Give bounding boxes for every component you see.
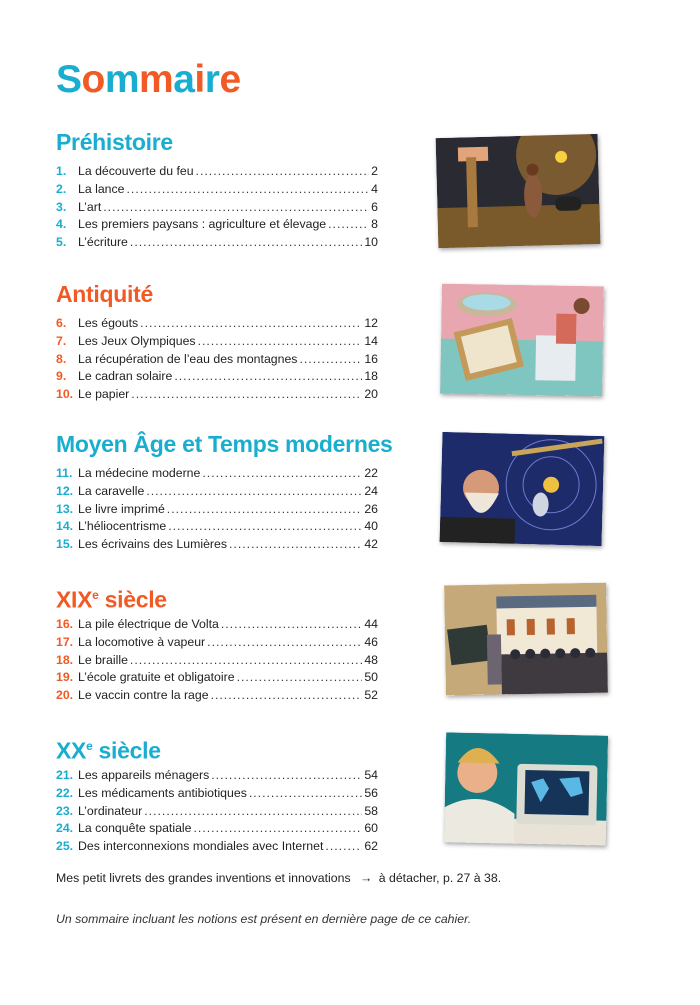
entry-page: 60 <box>364 821 378 836</box>
toc-section <box>56 580 378 705</box>
entry-page: 8 <box>371 217 378 232</box>
entry-label: L’école gratuite et obligatoire <box>78 670 235 685</box>
entry-page: 62 <box>364 839 378 854</box>
fire-illustration <box>436 134 601 248</box>
toc-entry[interactable] <box>56 838 378 856</box>
title-letter: o <box>81 58 105 101</box>
toc-section <box>56 429 393 554</box>
dot-leader <box>198 333 363 351</box>
toc-entry[interactable] <box>56 687 378 705</box>
entry-page: 40 <box>364 519 378 534</box>
entry-number: 13. <box>56 501 74 516</box>
entry-number: 20. <box>56 688 74 703</box>
dot-leader <box>174 368 362 386</box>
entry-label: La caravelle <box>78 483 145 498</box>
section-heading-sup: e <box>92 588 99 602</box>
entry-number: 7. <box>56 333 67 348</box>
entry-label: La locomotive à vapeur <box>78 634 206 649</box>
page-title <box>56 56 241 104</box>
entry-label: Les Jeux Olympiques <box>78 333 196 348</box>
title-letter: m <box>139 58 174 101</box>
entry-number: 6. <box>56 316 67 330</box>
entry-number: 9. <box>56 369 67 384</box>
dot-leader <box>130 234 362 252</box>
dot-leader <box>196 163 370 181</box>
entry-number: 11. <box>56 466 73 480</box>
toc-entry[interactable] <box>56 803 378 821</box>
entry-page: 12 <box>364 316 378 330</box>
dot-leader <box>328 216 369 234</box>
toc-entry[interactable] <box>56 616 378 634</box>
entry-page: 2 <box>371 164 378 178</box>
toc-entry[interactable] <box>56 368 378 386</box>
entry-label: La conquête spatiale <box>78 821 192 836</box>
entry-number: 5. <box>56 235 67 250</box>
entry-label: Le livre imprimé <box>78 501 165 516</box>
dot-leader <box>237 669 363 687</box>
section-heading-text: Antiquité <box>56 281 153 307</box>
entry-page: 16 <box>364 351 378 366</box>
title-letter: i <box>194 58 205 101</box>
toc-entry[interactable] <box>56 536 378 554</box>
entry-label: L’art <box>78 199 102 214</box>
toc-entry[interactable] <box>56 820 378 838</box>
entry-label: Le papier <box>78 387 130 402</box>
entry-page: 10 <box>364 235 378 250</box>
toc-section <box>56 731 378 856</box>
section-heading <box>56 279 378 309</box>
entry-page: 24 <box>364 483 378 498</box>
section-heading-rest: siècle <box>98 586 167 613</box>
entry-page: 42 <box>364 537 378 552</box>
dot-leader <box>299 351 362 369</box>
entry-number: 4. <box>56 217 67 232</box>
booklets-text: Mes petit livrets des grandes inventions et innovations <box>56 871 351 885</box>
toc-entry[interactable] <box>56 501 378 519</box>
booklets-note <box>56 871 501 885</box>
dot-leader <box>127 181 370 199</box>
toc-entry[interactable] <box>56 386 378 404</box>
index-note: Un sommaire incluant les notions est présent en dernière page de ce cahier. <box>56 912 472 926</box>
entry-page: 18 <box>364 369 378 384</box>
entry-page: 14 <box>364 333 378 348</box>
entry-number: 19. <box>56 670 74 685</box>
title-letter: a <box>173 58 195 101</box>
entry-label: La médecine moderne <box>78 466 201 480</box>
entry-number: 17. <box>56 634 74 649</box>
toc-entry[interactable] <box>56 652 378 670</box>
school-illustration <box>444 583 608 696</box>
entry-number: 8. <box>56 351 67 366</box>
dot-leader <box>211 687 363 705</box>
entry-page: 6 <box>371 199 378 214</box>
entry-label: La découverte du feu <box>78 164 194 178</box>
dot-leader <box>144 803 362 821</box>
dot-leader <box>249 785 362 803</box>
toc-section <box>56 279 378 404</box>
galileo-illustration <box>440 432 605 546</box>
entry-number: 10. <box>56 387 74 402</box>
entry-page: 52 <box>364 688 378 703</box>
toc-entry[interactable] <box>56 333 378 351</box>
toc-entry[interactable] <box>56 669 378 687</box>
entry-number: 24. <box>56 821 74 836</box>
entry-number: 12. <box>56 483 74 498</box>
section-heading <box>56 429 393 459</box>
dot-leader <box>140 315 362 333</box>
section-heading-text: XIX <box>56 586 93 613</box>
dot-leader <box>211 767 362 785</box>
entry-page: 58 <box>364 803 378 818</box>
section-heading <box>56 731 378 764</box>
dot-leader <box>167 501 363 519</box>
dot-leader <box>131 386 362 404</box>
toc-entry[interactable] <box>56 634 378 652</box>
entry-label: L’écriture <box>78 235 128 250</box>
dot-leader <box>194 820 363 838</box>
entry-page: 22 <box>364 466 378 480</box>
entry-page: 48 <box>364 652 378 667</box>
entry-label: Les premiers paysans : agriculture et élevage <box>78 217 327 232</box>
dot-leader <box>146 483 362 501</box>
section-heading <box>56 580 378 613</box>
entry-number: 1. <box>56 164 67 178</box>
toc-entry[interactable] <box>56 199 378 217</box>
dot-leader <box>103 199 369 217</box>
toc-entry[interactable] <box>56 465 378 483</box>
toc-entry[interactable] <box>56 767 378 785</box>
paper-illustration <box>440 284 604 397</box>
toc-entry[interactable] <box>56 351 378 369</box>
entry-label: Les écrivains des Lumières <box>78 537 227 552</box>
internet-illustration <box>444 732 608 845</box>
entry-page: 26 <box>364 501 378 516</box>
entry-number: 18. <box>56 652 74 667</box>
title-letter: S <box>56 58 82 101</box>
entry-number: 15. <box>56 537 74 552</box>
toc-entry[interactable] <box>56 518 378 536</box>
title-letter: r <box>204 58 220 101</box>
entry-label: L’héliocentrisme <box>78 519 167 534</box>
booklets-page-ref: à détacher, p. 27 à 38. <box>378 871 502 885</box>
entry-number: 16. <box>56 617 74 631</box>
section-heading <box>56 127 378 157</box>
entry-number: 22. <box>56 785 74 800</box>
toc-entry[interactable] <box>56 483 378 501</box>
entry-page: 44 <box>364 617 378 631</box>
toc-entry[interactable] <box>56 181 378 199</box>
entry-label: La pile électrique de Volta <box>78 617 219 631</box>
entry-page: 46 <box>364 634 378 649</box>
toc-section <box>56 127 378 252</box>
section-heading-text: XX <box>56 737 87 764</box>
toc-entry[interactable] <box>56 216 378 234</box>
entry-label: Le cadran solaire <box>78 369 173 384</box>
title-letter: m <box>104 58 140 101</box>
entry-label: La lance <box>78 181 125 196</box>
arrow-icon: → <box>360 871 373 885</box>
dot-leader <box>221 616 362 634</box>
dot-leader <box>229 536 362 554</box>
entry-label: Les égouts <box>78 316 139 330</box>
entry-page: 56 <box>364 785 378 800</box>
dot-leader <box>168 518 362 536</box>
entry-label: Le vaccin contre la rage <box>78 688 209 703</box>
entry-label: La récupération de l’eau des montagnes <box>78 351 298 366</box>
entry-page: 4 <box>371 181 378 196</box>
entry-number: 3. <box>56 199 67 214</box>
dot-leader <box>325 838 362 856</box>
entry-number: 23. <box>56 803 74 818</box>
section-heading-sup: e <box>86 739 93 753</box>
toc-entry[interactable] <box>56 785 378 803</box>
dot-leader <box>202 465 362 483</box>
entry-label: Les médicaments antibiotiques <box>78 785 247 800</box>
title-letter: e <box>219 58 241 101</box>
section-heading-text: Préhistoire <box>56 129 173 155</box>
entry-label: Le braille <box>78 652 128 667</box>
entry-label: L’ordinateur <box>78 803 143 818</box>
entry-label: Des interconnexions mondiales avec Internet <box>78 839 324 854</box>
dot-leader <box>207 634 362 652</box>
section-heading-text: Moyen Âge et Temps modernes <box>56 431 393 457</box>
toc-entry[interactable] <box>56 315 378 333</box>
entry-label: Les appareils ménagers <box>78 768 210 782</box>
entry-page: 54 <box>364 768 378 782</box>
section-heading-rest: siècle <box>92 737 161 764</box>
dot-leader <box>130 652 362 670</box>
entry-page: 50 <box>364 670 378 685</box>
entry-number: 2. <box>56 181 67 196</box>
toc-entry[interactable] <box>56 234 378 252</box>
entry-number: 14. <box>56 519 74 534</box>
entry-number: 25. <box>56 839 74 854</box>
entry-page: 20 <box>364 387 378 402</box>
entry-number: 21. <box>56 768 74 782</box>
toc-entry[interactable] <box>56 163 378 181</box>
